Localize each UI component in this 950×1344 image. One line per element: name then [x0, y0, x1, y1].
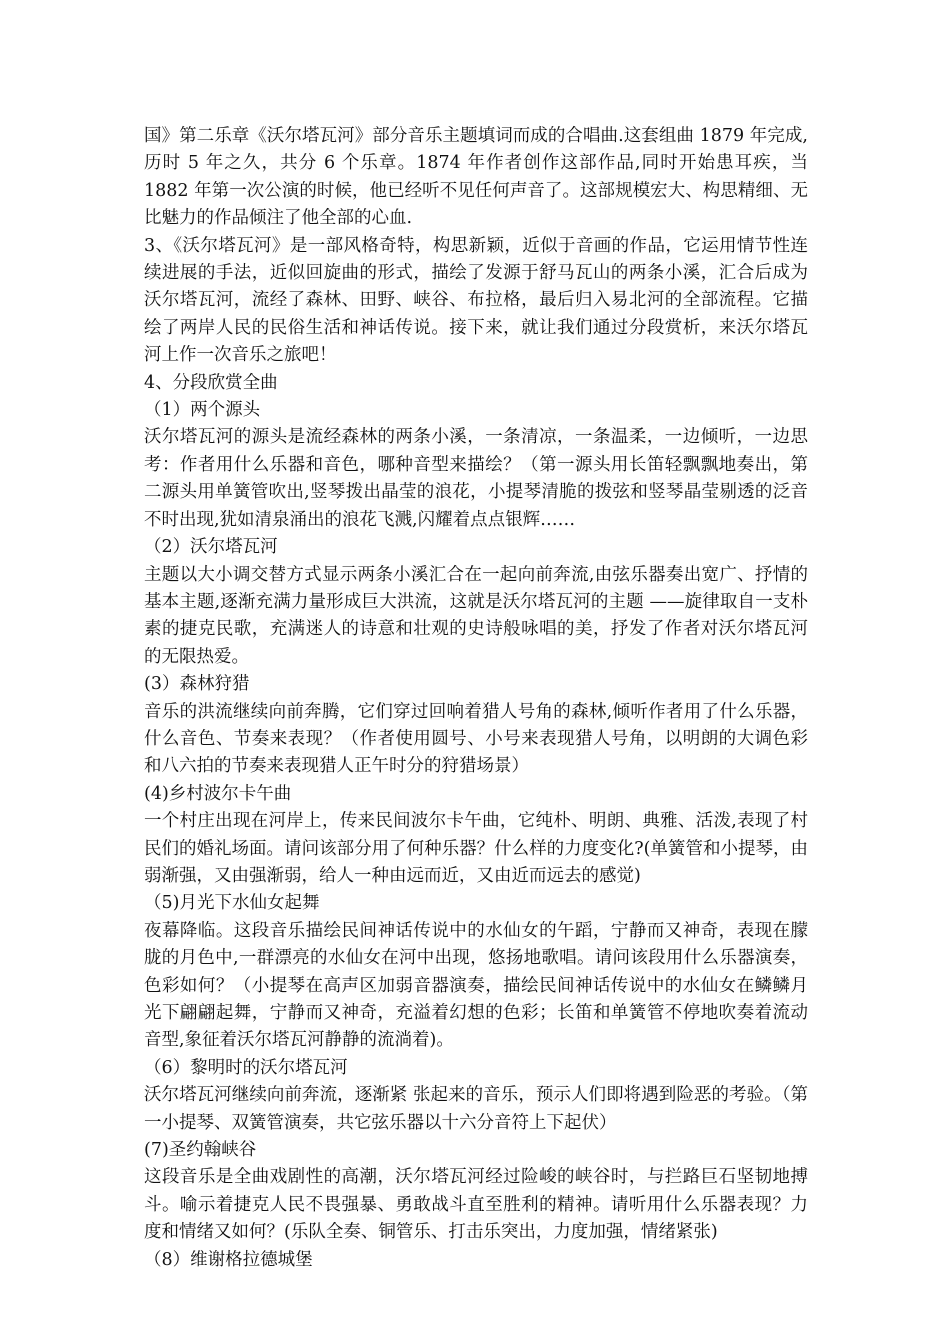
paragraph-intro-continued: 国》第二乐章《沃尔塔瓦河》部分音乐主题填词而成的合唱曲.这套组曲 1879 年完成,历时 5 年之久，共分 6 个乐章。1874 年作者创作这部作品,同时开始患耳疾，当 1882 年第一次公演的时候，他已经听不见任何声音了。这部规模宏大、构思精细、无比魅力的作品倾注了他全部的心血. [144, 126, 808, 229]
paragraph-part-5: 夜幕降临。这段音乐描绘民间神话传说中的水仙女的午蹈，宁静而又神奇，表现在朦胧的月色中,一群漂亮的水仙女在河中出现，悠扬地歌唱。请问该段用什么乐器演奏，色彩如何？（小提琴在高声区加弱音器演奏，描绘民间神话传说中的水仙女在鳞鳞月光下翩翩起舞，宁静而又神奇，充溢着幻想的色彩；长笛和单簧管不停地吹奏着流动音型,象征着沃尔塔瓦河静静的流淌着)。 [144, 920, 808, 1051]
paragraph-section-3: 3、《沃尔塔瓦河》是一部风格奇特，构思新颖，近似于音画的作品，它运用情节性连续进展的手法，近似回旋曲的形式，描绘了发源于舒马瓦山的两条小溪，汇合后成为沃尔塔瓦河，流经了森林、田野、峡谷、布拉格，最后归入易北河的全部流程。它描绘了两岸人民的民俗生活和神话传说。接下来，就让我们通过分段赏析，来沃尔塔瓦河上作一次音乐之旅吧！ [144, 235, 808, 366]
heading-section-4: 4、分段欣赏全曲 [144, 372, 278, 393]
heading-part-1: （1）两个源头 [144, 400, 261, 421]
heading-part-2: （2）沃尔塔瓦河 [144, 537, 278, 558]
document-body [144, 123, 808, 1274]
paragraph-part-7: 这段音乐是全曲戏剧性的高潮，沃尔塔瓦河经过险峻的峡谷时，与拦路巨石坚韧地搏斗。喻示着捷克人民不畏强暴、勇敢战斗直至胜利的精神。请听用什么乐器表现？力度和情绪又如何？(乐队全奏、铜管乐、打击乐突出，力度加强，情绪紧张) [144, 1167, 808, 1243]
paragraph-part-4: 一个村庄出现在河岸上，传来民间波尔卡午曲，它纯朴、明朗、典雅、活泼,表现了村民们的婚礼场面。请问该部分用了何种乐器？什么样的力度变化?(单簧管和小提琴，由弱渐强，又由强渐弱，给人一种由远而近，又由近而远去的感觉) [144, 811, 808, 886]
heading-part-4: (4)乡村波尔卡午曲 [144, 783, 292, 804]
heading-part-8: （8）维谢格拉德城堡 [144, 1249, 313, 1270]
heading-part-6: （6）黎明时的沃尔塔瓦河 [144, 1057, 348, 1078]
paragraph-part-1: 沃尔塔瓦河的源头是流经森林的两条小溪，一条清凉，一条温柔，一边倾听，一边思考：作者用什么乐器和音色，哪种音型来描绘？（第一源头用长笛轻飘飘地奏出，第二源头用单簧管吹出,竖琴拨出晶莹的浪花，小提琴清脆的拨弦和竖琴晶莹剔透的泛音不时出现,犹如清泉涌出的浪花飞溅,闪耀着点点银辉…… [144, 427, 808, 530]
heading-part-5: （5)月光下水仙女起舞 [144, 893, 320, 914]
paragraph-part-2: 主题以大小调交替方式显示两条小溪汇合在一起向前奔流,由弦乐器奏出宽广、抒情的基本主题,逐渐充满力量形成巨大洪流，这就是沃尔塔瓦河的主题 ——旋律取自一支朴素的捷克民歌，充满迷人的诗意和壮观的史诗般咏唱的美，抒发了作者对沃尔塔瓦河的无限热爱。 [144, 564, 808, 667]
paragraph-part-3: 音乐的洪流继续向前奔腾，它们穿过回响着猎人号角的森林,倾听作者用了什么乐器，什么音色、节奏来表现？（作者使用圆号、小号来表现猎人号角，以明朗的大调色彩和八六拍的节奏来表现猎人正午时分的狩猎场景） [144, 701, 808, 777]
paragraph-part-6: 沃尔塔瓦河继续向前奔流，逐渐紧 张起来的音乐，预示人们即将遇到险恶的考验。（第一小提琴、双簧管演奏，共它弦乐器以十六分音符上下起伏） [144, 1085, 808, 1133]
heading-part-3: (3）森林狩猎 [144, 674, 250, 695]
heading-part-7: (7)圣约翰峡谷 [144, 1140, 257, 1161]
